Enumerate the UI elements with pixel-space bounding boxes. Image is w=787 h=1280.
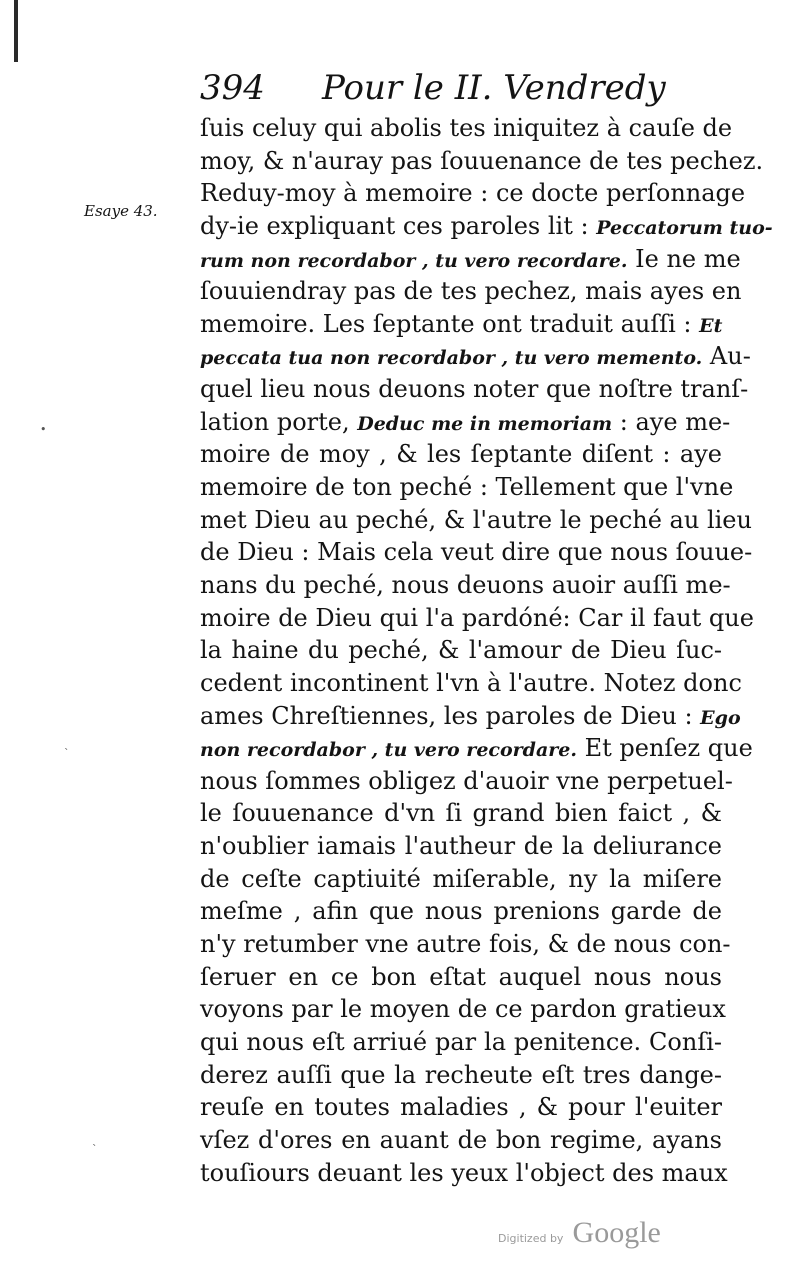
text-segment: nous ſommes obligez d'auoir vne perpetuel- (200, 766, 733, 795)
text-line (200, 830, 722, 863)
italic-text-segment: Peccatorum tuo- (596, 216, 773, 239)
text-line (200, 961, 722, 994)
text-segment: met Dieu au peché, & l'autre le peché au lieu (200, 505, 752, 534)
binding-edge-mark (14, 0, 18, 62)
text-line (200, 993, 726, 1026)
italic-text-segment: peccata tua non recordabor , tu vero memento. (200, 347, 703, 370)
text-segment: de Dieu : Mais cela veut dire que nous ſouue- (200, 538, 753, 567)
text-segment: dy-ie expliquant ces paroles lit : (200, 211, 597, 240)
text-segment: moy, & n'auray pas ſouuenance de tes pechez. (200, 146, 764, 175)
text-line (200, 243, 741, 276)
text-line (200, 177, 746, 210)
text-line (200, 471, 734, 504)
text-line (200, 797, 722, 830)
text-line (200, 863, 722, 896)
text-line (200, 928, 731, 961)
text-segment: Reduy-moy à memoire : ce docte perſonnage (200, 179, 746, 208)
text-segment: touſiours deuant les yeux l'object des maux (200, 1158, 728, 1187)
google-logo: Google (572, 1216, 661, 1249)
text-segment: ames Chreſtiennes, les paroles de Dieu : (200, 701, 701, 730)
ink-speck: ˋ (64, 747, 70, 760)
text-segment: la haine du peché, & l'amour de Dieu ſuc- (200, 636, 722, 665)
text-line (200, 406, 731, 439)
text-segment: voyons par le moyen de ce pardon gratieux (200, 995, 726, 1024)
text-line (200, 602, 754, 635)
italic-text-segment: Et (699, 314, 723, 337)
text-line (200, 667, 742, 700)
text-segment: ſeruer en ce bon eſtat auquel nous nous (200, 962, 722, 991)
text-line (200, 145, 764, 178)
text-segment: moire de Dieu qui l'a pardóné: Car il faut que (200, 603, 754, 632)
text-line (200, 536, 753, 569)
text-segment: moire de moy , & les ſeptante diſent : aye (200, 440, 722, 469)
text-segment: memoire. Les ſeptante ont traduit auſſi : (200, 309, 700, 338)
text-line (200, 210, 773, 243)
italic-text-segment: non recordabor , tu vero recordare. (200, 739, 577, 762)
text-line (200, 373, 749, 406)
ink-speck: • (40, 423, 47, 436)
watermark-prefix: Digitized by (498, 1232, 564, 1245)
italic-text-segment: Ego (700, 706, 741, 729)
text-segment: : aye me- (612, 407, 731, 436)
text-line (200, 732, 753, 765)
text-line (200, 569, 731, 602)
digitized-watermark (498, 1216, 661, 1250)
text-segment: lation porte, (200, 407, 358, 436)
text-segment: quel lieu nous deuons noter que noſtre tranſ- (200, 375, 749, 404)
text-line (200, 112, 733, 145)
text-line (200, 275, 742, 308)
text-line (200, 765, 733, 798)
margin-note: Esaye 43. (84, 202, 158, 220)
text-segment: Ie ne me (627, 244, 741, 273)
text-line (200, 308, 722, 341)
text-line (200, 1157, 728, 1190)
text-segment: Et penſez que (576, 734, 753, 763)
text-segment: meſme , afin que nous prenions garde de (200, 897, 722, 926)
text-line (200, 340, 751, 373)
italic-text-segment: Deduc me in memoriam (357, 412, 613, 435)
text-line (200, 634, 722, 667)
body-text (200, 112, 773, 1189)
text-segment: derez auſſi que la recheute eſt tres dange- (200, 1060, 722, 1089)
page-number: 394 (200, 68, 265, 108)
text-line (200, 504, 752, 537)
running-title: Pour le II. Vendredy (322, 68, 666, 108)
italic-text-segment: rum non recordabor , tu vero recordare. (200, 249, 628, 272)
text-line (200, 1059, 722, 1092)
page-header (200, 62, 666, 114)
text-segment: nans du peché, nous deuons auoir auſſi me- (200, 570, 731, 599)
text-segment: de ceſte captiuité miſerable, ny la miſere (200, 864, 722, 893)
text-segment: ſuis celuy qui abolis tes iniquitez à cauſe de (200, 114, 733, 142)
text-segment: cedent incontinent l'vn à l'autre. Notez donc (200, 668, 742, 697)
text-line (200, 1124, 722, 1157)
text-line (200, 700, 741, 733)
text-segment: qui nous eſt arriué par la penitence. Conſi- (200, 1027, 722, 1056)
text-segment: le ſouuenance d'vn ſi grand bien faict , & (200, 799, 722, 828)
text-segment: Au- (702, 342, 751, 371)
text-segment: memoire de ton peché : Tellement que l'vne (200, 473, 734, 502)
text-segment: reuſe en toutes maladies , & pour l'euiter (200, 1093, 722, 1122)
text-segment: ſouuiendray pas de tes pechez, mais ayes en (200, 277, 742, 306)
text-line (200, 438, 722, 471)
text-line (200, 1026, 722, 1059)
text-segment: vſez d'ores en auant de bon regime, ayans (200, 1125, 722, 1154)
text-line (200, 1091, 722, 1124)
text-segment: n'y retumber vne autre fois, & de nous con- (200, 930, 731, 959)
text-segment: n'oublier iamais l'autheur de la deliurance (200, 832, 722, 861)
text-line (200, 895, 722, 928)
ink-speck: ˋ (92, 1143, 98, 1156)
